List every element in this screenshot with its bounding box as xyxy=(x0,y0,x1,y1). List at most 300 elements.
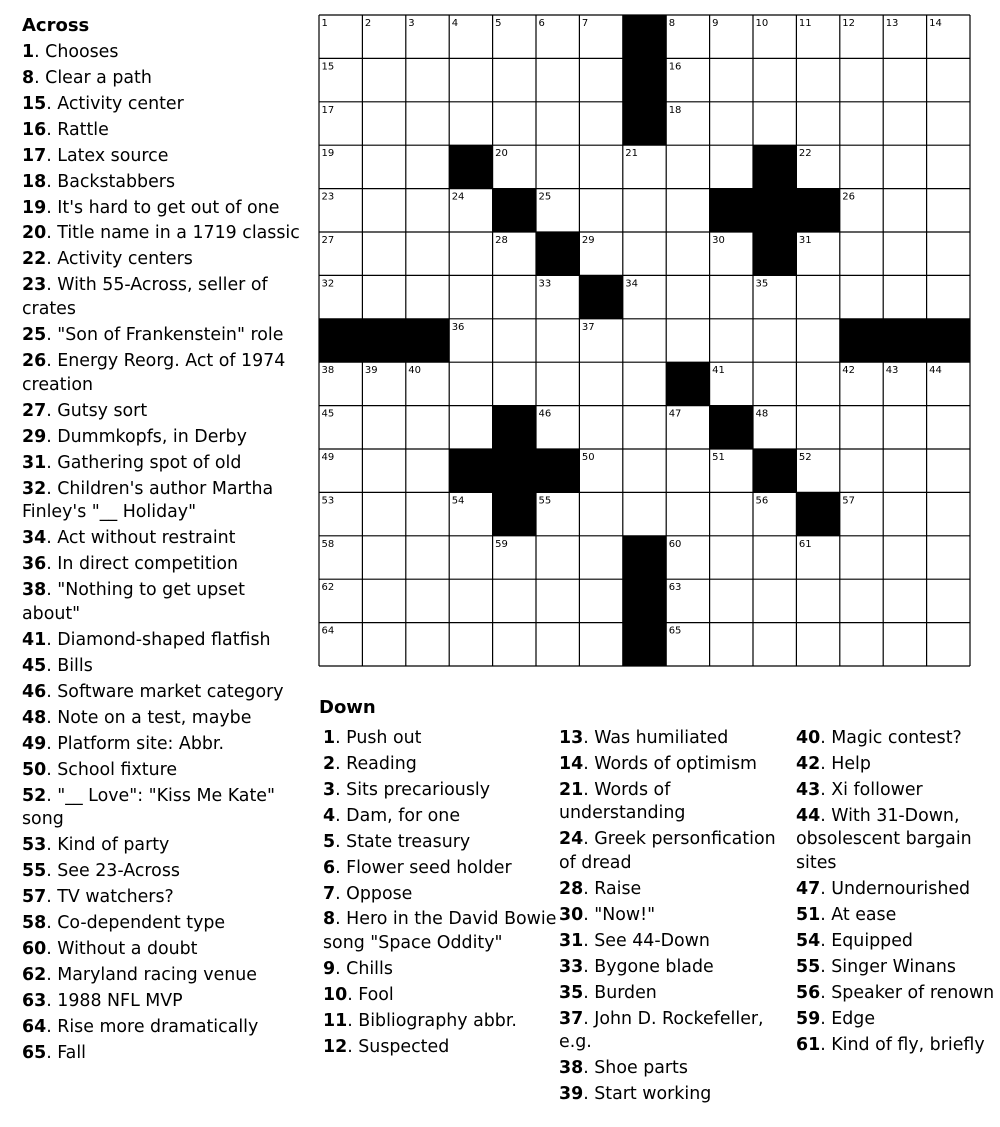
grid-cell[interactable] xyxy=(883,449,926,492)
cell-number: 38 xyxy=(321,365,335,377)
black-square xyxy=(493,189,536,232)
cell-number: 46 xyxy=(538,408,552,420)
grid-cell[interactable] xyxy=(449,102,492,145)
clue-30[interactable]: 30. "Now!" xyxy=(559,904,656,925)
grid-cell[interactable] xyxy=(840,58,883,101)
grid-cell[interactable] xyxy=(449,232,492,275)
clue-text: Start working xyxy=(594,1084,712,1105)
cell-number: 16 xyxy=(668,61,682,73)
clue-8[interactable]: 8. Hero in the David Bowie song "Space Oddity" xyxy=(323,909,557,954)
grid-cell[interactable] xyxy=(796,58,839,101)
clue-number: 34 xyxy=(22,528,47,549)
grid-cell[interactable] xyxy=(362,623,405,666)
clue-34[interactable]: 34. Act without restraint xyxy=(22,528,236,549)
grid-cell[interactable] xyxy=(579,58,622,101)
clue-54[interactable]: 54. Equipped xyxy=(796,930,913,951)
clue-10[interactable]: 10. Fool xyxy=(323,985,394,1006)
clue-text: TV watchers? xyxy=(57,887,174,908)
clue-35[interactable]: 35. Burden xyxy=(559,982,657,1003)
clue-number: 51 xyxy=(796,904,821,925)
grid-cell[interactable] xyxy=(493,623,536,666)
cell-number: 11 xyxy=(798,18,812,29)
clue-number: 8 xyxy=(323,909,336,930)
grid-cell[interactable] xyxy=(406,189,449,232)
grid-cell[interactable] xyxy=(666,492,709,535)
clue-17[interactable]: 17. Latex source xyxy=(22,145,169,166)
grid-cell[interactable] xyxy=(753,579,796,622)
cell-number: 33 xyxy=(538,278,552,290)
grid-cell[interactable] xyxy=(840,406,883,449)
grid-cell[interactable] xyxy=(493,58,536,101)
cell-number: 19 xyxy=(321,148,335,160)
cell-number: 12 xyxy=(842,18,856,29)
clue-50[interactable]: 50. School fixture xyxy=(22,759,178,780)
clue-number: 30 xyxy=(559,904,584,925)
grid-cell[interactable] xyxy=(883,536,926,579)
cell-number: 15 xyxy=(321,61,335,73)
clue-8[interactable]: 8. Clear a path xyxy=(22,67,152,88)
black-square xyxy=(883,319,926,362)
clue-9[interactable]: 9. Chills xyxy=(323,959,393,980)
grid-cell[interactable] xyxy=(710,58,753,101)
grid-cell[interactable] xyxy=(579,102,622,145)
clue-31[interactable]: 31. Gathering spot of old xyxy=(22,452,242,473)
clue-57[interactable]: 57. TV watchers? xyxy=(22,887,174,908)
clue-number: 58 xyxy=(22,913,47,934)
clue-text: Energy Reorg. Act of 1974 creation xyxy=(22,351,286,395)
clue-62[interactable]: 62. Maryland racing venue xyxy=(22,965,257,986)
black-square xyxy=(840,319,883,362)
clue-text: Bills xyxy=(57,655,93,676)
cell-number: 25 xyxy=(538,191,552,203)
clue-5[interactable]: 5. State treasury xyxy=(323,831,471,852)
grid-cell[interactable] xyxy=(710,579,753,622)
grid-cell[interactable] xyxy=(927,492,970,535)
down-column-1 xyxy=(323,727,559,1062)
clue-38[interactable]: 38. Shoe parts xyxy=(559,1058,688,1079)
grid-cell[interactable] xyxy=(840,102,883,145)
clue-number: 36 xyxy=(22,554,47,575)
black-square xyxy=(927,319,970,362)
clue-text: Words of optimism xyxy=(594,753,757,774)
grid-cell[interactable] xyxy=(927,232,970,275)
clue-39[interactable]: 39. Start working xyxy=(559,1084,712,1105)
black-square xyxy=(710,406,753,449)
grid-cell[interactable] xyxy=(840,275,883,318)
grid-cell[interactable] xyxy=(536,58,579,101)
grid-cell[interactable] xyxy=(927,449,970,492)
clue-number: 4 xyxy=(323,805,336,826)
clue-27[interactable]: 27. Gutsy sort xyxy=(22,400,148,421)
clue-number: 15 xyxy=(22,93,47,114)
clue-number: 20 xyxy=(22,223,47,244)
clue-64[interactable]: 64. Rise more dramatically xyxy=(22,1017,259,1038)
grid-cell[interactable] xyxy=(840,623,883,666)
clue-number: 17 xyxy=(22,145,47,166)
grid-cell[interactable] xyxy=(753,362,796,405)
grid-cell[interactable] xyxy=(362,102,405,145)
cell-number: 32 xyxy=(321,278,335,290)
cell-number: 37 xyxy=(581,321,595,333)
grid-cell[interactable] xyxy=(666,232,709,275)
clue-number: 54 xyxy=(796,930,821,951)
clue-text: Activity center xyxy=(57,93,184,114)
cell-number: 9 xyxy=(712,18,719,29)
clue-48[interactable]: 48. Note on a test, maybe xyxy=(22,707,252,728)
clue-number: 47 xyxy=(796,878,821,899)
clue-55[interactable]: 55. Singer Winans xyxy=(796,956,956,977)
clue-text: 1988 NFL MVP xyxy=(57,991,183,1012)
grid-cell[interactable] xyxy=(493,362,536,405)
grid-cell[interactable] xyxy=(579,189,622,232)
clue-43[interactable]: 43. Xi follower xyxy=(796,779,923,800)
cell-number: 60 xyxy=(668,538,682,550)
grid-cell[interactable] xyxy=(406,275,449,318)
cell-number: 50 xyxy=(581,452,595,463)
clue-11[interactable]: 11. Bibliography abbr. xyxy=(323,1011,517,1032)
clue-text: Raise xyxy=(594,878,642,899)
clue-number: 53 xyxy=(22,835,47,856)
grid-cell[interactable] xyxy=(406,449,449,492)
clue-60[interactable]: 60. Without a doubt xyxy=(22,939,198,960)
clue-12[interactable]: 12. Suspected xyxy=(323,1037,450,1058)
grid-cell[interactable] xyxy=(927,189,970,232)
grid-cell[interactable] xyxy=(623,189,666,232)
clue-53[interactable]: 53. Kind of party xyxy=(22,835,170,856)
grid-cell[interactable] xyxy=(623,319,666,362)
grid-cell[interactable] xyxy=(927,623,970,666)
grid-cell[interactable] xyxy=(666,319,709,362)
cell-number: 42 xyxy=(842,365,856,377)
clue-number: 6 xyxy=(323,857,336,878)
cell-number: 2 xyxy=(364,18,372,29)
clue-65[interactable]: 65. Fall xyxy=(22,1043,86,1064)
clue-31[interactable]: 31. See 44-Down xyxy=(559,930,710,951)
grid-cell[interactable] xyxy=(536,145,579,188)
clue-42[interactable]: 42. Help xyxy=(796,753,871,774)
grid-cell[interactable] xyxy=(840,449,883,492)
black-square xyxy=(623,536,666,579)
clue-text: State treasury xyxy=(346,831,471,852)
grid-cell[interactable] xyxy=(796,275,839,318)
grid-cell[interactable] xyxy=(753,58,796,101)
clue-13[interactable]: 13. Was humiliated xyxy=(559,727,729,748)
grid-cell[interactable] xyxy=(927,406,970,449)
grid-cell[interactable] xyxy=(536,579,579,622)
cell-number: 49 xyxy=(321,452,335,463)
across-clue-list xyxy=(22,41,304,1066)
grid-cell[interactable] xyxy=(883,623,926,666)
grid-cell[interactable] xyxy=(623,362,666,405)
cell-number: 63 xyxy=(668,582,682,594)
clue-6[interactable]: 6. Flower seed holder xyxy=(323,857,512,878)
black-square xyxy=(536,232,579,275)
clue-1[interactable]: 1. Push out xyxy=(323,727,422,748)
clue-number: 65 xyxy=(22,1043,47,1064)
grid-cell[interactable] xyxy=(362,58,405,101)
clue-14[interactable]: 14. Words of optimism xyxy=(559,753,757,774)
grid-cell[interactable] xyxy=(666,449,709,492)
grid-cell[interactable] xyxy=(927,579,970,622)
clue-text: Without a doubt xyxy=(57,939,198,960)
clue-16[interactable]: 16. Rattle xyxy=(22,119,109,140)
grid-cell[interactable] xyxy=(883,406,926,449)
grid-cell[interactable] xyxy=(406,579,449,622)
grid-cell[interactable] xyxy=(406,536,449,579)
clue-40[interactable]: 40. Magic contest? xyxy=(796,727,962,748)
grid-cell[interactable] xyxy=(579,536,622,579)
cell-number: 6 xyxy=(538,18,545,29)
grid-cell[interactable] xyxy=(362,189,405,232)
grid-cell[interactable] xyxy=(666,189,709,232)
clue-number: 44 xyxy=(796,805,821,826)
grid-cell[interactable] xyxy=(362,275,405,318)
grid-cell[interactable] xyxy=(579,579,622,622)
clue-25[interactable]: 25. "Son of Frankenstein" role xyxy=(22,325,284,346)
clue-text: Magic contest? xyxy=(831,727,962,748)
clue-41[interactable]: 41. Diamond-shaped flatfish xyxy=(22,629,271,650)
clue-number: 55 xyxy=(22,861,47,882)
grid-cell[interactable] xyxy=(579,362,622,405)
grid-cell[interactable] xyxy=(406,623,449,666)
grid-cell[interactable] xyxy=(362,406,405,449)
cell-number: 55 xyxy=(538,495,552,507)
clue-text: Words of understanding xyxy=(559,779,686,824)
clue-51[interactable]: 51. At ease xyxy=(796,904,897,925)
grid-cell[interactable] xyxy=(449,623,492,666)
grid-cell[interactable] xyxy=(840,536,883,579)
grid-cell[interactable] xyxy=(710,623,753,666)
grid-cell[interactable] xyxy=(362,492,405,535)
grid-cell[interactable] xyxy=(579,623,622,666)
clue-number: 3 xyxy=(323,779,336,800)
grid-cell[interactable] xyxy=(579,492,622,535)
clue-4[interactable]: 4. Dam, for one xyxy=(323,805,461,826)
clue-number: 12 xyxy=(323,1037,348,1058)
clue-38[interactable]: 38. "Nothing to get upset about" xyxy=(22,580,245,624)
grid-cell[interactable] xyxy=(493,319,536,362)
clue-number: 16 xyxy=(22,119,47,140)
clue-55[interactable]: 55. See 23-Across xyxy=(22,861,180,882)
grid-cell[interactable] xyxy=(449,536,492,579)
clue-text: Hero in the David Bowie song "Space Oddity" xyxy=(323,909,557,954)
grid-cell[interactable] xyxy=(579,145,622,188)
grid-cell[interactable] xyxy=(406,232,449,275)
clue-15[interactable]: 15. Activity center xyxy=(22,93,184,114)
clue-28[interactable]: 28. Raise xyxy=(559,878,642,899)
grid-cell[interactable] xyxy=(710,275,753,318)
clue-text: Push out xyxy=(346,727,422,748)
clue-47[interactable]: 47. Undernourished xyxy=(796,878,971,899)
clue-text: Kind of fly, briefly xyxy=(831,1034,985,1055)
grid-cell[interactable] xyxy=(362,232,405,275)
clue-text: Diamond-shaped flatfish xyxy=(57,629,271,650)
cell-number: 3 xyxy=(408,18,415,29)
grid-cell[interactable] xyxy=(623,492,666,535)
grid-cell[interactable] xyxy=(927,102,970,145)
black-square xyxy=(753,449,796,492)
clue-24[interactable]: 24. Greek personfication of dread xyxy=(559,829,776,873)
black-square xyxy=(493,406,536,449)
clue-3[interactable]: 3. Sits precariously xyxy=(323,779,491,800)
grid-cell[interactable] xyxy=(883,232,926,275)
grid-cell[interactable] xyxy=(883,145,926,188)
clue-2[interactable]: 2. Reading xyxy=(323,753,417,774)
grid-cell[interactable] xyxy=(927,275,970,318)
grid-cell[interactable] xyxy=(840,579,883,622)
grid-cell[interactable] xyxy=(406,145,449,188)
grid-cell[interactable] xyxy=(493,275,536,318)
clue-text: Bibliography abbr. xyxy=(358,1011,517,1032)
clue-20[interactable]: 20. Title name in a 1719 classic xyxy=(22,223,300,244)
clue-19[interactable]: 19. It's hard to get out of one xyxy=(22,197,280,218)
cell-number: 1 xyxy=(321,18,328,29)
grid-cell[interactable] xyxy=(883,58,926,101)
clue-44[interactable]: 44. With 31-Down, obsolescent bargain sites xyxy=(796,805,972,873)
grid-cell[interactable] xyxy=(753,623,796,666)
grid-cell[interactable] xyxy=(449,362,492,405)
grid-cell[interactable] xyxy=(362,579,405,622)
cell-number: 48 xyxy=(755,408,769,420)
clue-number: 43 xyxy=(796,779,821,800)
cell-number: 30 xyxy=(712,235,725,246)
clue-text: It's hard to get out of one xyxy=(57,197,280,218)
crossword-grid-svg[interactable] xyxy=(318,14,971,667)
cell-number: 28 xyxy=(495,235,508,246)
grid-cell[interactable] xyxy=(666,145,709,188)
clue-text: John D. Rockefeller, e.g. xyxy=(559,1008,764,1053)
grid-cell[interactable] xyxy=(710,536,753,579)
clue-33[interactable]: 33. Bygone blade xyxy=(559,956,714,977)
down-column-2 xyxy=(559,727,791,1110)
clue-number: 35 xyxy=(559,982,584,1003)
grid-cell[interactable] xyxy=(623,232,666,275)
clue-text: Software market category xyxy=(57,681,284,702)
clue-text: Chills xyxy=(346,959,393,980)
clue-7[interactable]: 7. Oppose xyxy=(323,883,413,904)
grid-cell[interactable] xyxy=(883,492,926,535)
grid-cell[interactable] xyxy=(536,362,579,405)
grid-cell[interactable] xyxy=(883,189,926,232)
clue-23[interactable]: 23. With 55-Across, seller of crates xyxy=(22,275,268,320)
grid-cell[interactable] xyxy=(449,275,492,318)
clue-text: Rattle xyxy=(57,119,109,140)
cell-number: 26 xyxy=(842,191,856,203)
clue-56[interactable]: 56. Speaker of renown xyxy=(796,982,995,1003)
clue-61[interactable]: 61. Kind of fly, briefly xyxy=(796,1034,985,1055)
clue-63[interactable]: 63. 1988 NFL MVP xyxy=(22,991,183,1012)
grid-cell[interactable] xyxy=(927,58,970,101)
clue-number: 23 xyxy=(22,275,47,296)
grid-cell[interactable] xyxy=(449,58,492,101)
grid-cell[interactable] xyxy=(406,492,449,535)
grid-cell[interactable] xyxy=(796,406,839,449)
black-square xyxy=(579,275,622,318)
grid-cell[interactable] xyxy=(406,406,449,449)
cell-number: 17 xyxy=(321,104,335,116)
grid-cell[interactable] xyxy=(796,319,839,362)
clue-45[interactable]: 45. Bills xyxy=(22,655,93,676)
grid-cell[interactable] xyxy=(536,536,579,579)
cell-number: 62 xyxy=(321,582,335,594)
black-square xyxy=(449,145,492,188)
clue-59[interactable]: 59. Edge xyxy=(796,1008,876,1029)
grid-cell[interactable] xyxy=(883,579,926,622)
grid-cell[interactable] xyxy=(362,145,405,188)
grid-cell[interactable] xyxy=(710,492,753,535)
clue-26[interactable]: 26. Energy Reorg. Act of 1974 creation xyxy=(22,351,286,395)
clue-text: In direct competition xyxy=(57,554,239,575)
clue-58[interactable]: 58. Co-dependent type xyxy=(22,913,226,934)
grid-cell[interactable] xyxy=(753,102,796,145)
grid-cell[interactable] xyxy=(493,579,536,622)
clue-46[interactable]: 46. Software market category xyxy=(22,681,284,702)
clue-text: See 23-Across xyxy=(57,861,180,882)
clue-number: 59 xyxy=(796,1008,821,1029)
clue-32[interactable]: 32. Children's author Martha Finley's "__ Holiday" xyxy=(22,478,274,523)
grid-cell[interactable] xyxy=(623,406,666,449)
grid-cell[interactable] xyxy=(753,319,796,362)
grid-cell[interactable] xyxy=(883,102,926,145)
grid-cell[interactable] xyxy=(406,102,449,145)
clue-49[interactable]: 49. Platform site: Abbr. xyxy=(22,733,224,754)
grid-cell[interactable] xyxy=(710,102,753,145)
grid-cell[interactable] xyxy=(796,623,839,666)
grid-cell[interactable] xyxy=(362,536,405,579)
grid-cell[interactable] xyxy=(796,579,839,622)
grid-cell[interactable] xyxy=(579,406,622,449)
grid-cell[interactable] xyxy=(796,102,839,145)
grid-cell[interactable] xyxy=(536,319,579,362)
grid-cell[interactable] xyxy=(536,102,579,145)
grid-cell[interactable] xyxy=(840,232,883,275)
grid-cell[interactable] xyxy=(449,579,492,622)
grid-cell[interactable] xyxy=(406,58,449,101)
clue-18[interactable]: 18. Backstabbers xyxy=(22,171,176,192)
grid-cell[interactable] xyxy=(449,406,492,449)
grid-cell[interactable] xyxy=(362,449,405,492)
grid-cell[interactable] xyxy=(623,449,666,492)
clue-22[interactable]: 22. Activity centers xyxy=(22,249,193,270)
crossword-grid[interactable] xyxy=(318,14,971,667)
cell-number: 23 xyxy=(321,191,335,203)
grid-cell[interactable] xyxy=(753,536,796,579)
clue-37[interactable]: 37. John D. Rockefeller, e.g. xyxy=(559,1008,764,1053)
grid-cell[interactable] xyxy=(710,319,753,362)
clue-36[interactable]: 36. In direct competition xyxy=(22,554,239,575)
clue-number: 7 xyxy=(323,883,336,904)
grid-cell[interactable] xyxy=(796,362,839,405)
clue-text: Activity centers xyxy=(57,249,193,270)
grid-cell[interactable] xyxy=(883,275,926,318)
down-heading: Down xyxy=(319,697,376,718)
clue-52[interactable]: 52. "__ Love": "Kiss Me Kate" song xyxy=(22,785,275,830)
black-square xyxy=(666,362,709,405)
cell-number: 61 xyxy=(798,538,812,550)
clue-1[interactable]: 1. Chooses xyxy=(22,41,119,62)
clue-29[interactable]: 29. Dummkopfs, in Derby xyxy=(22,426,247,447)
clue-text: Backstabbers xyxy=(57,171,176,192)
grid-cell[interactable] xyxy=(927,536,970,579)
clue-number: 64 xyxy=(22,1017,47,1038)
grid-cell[interactable] xyxy=(666,275,709,318)
grid-cell[interactable] xyxy=(536,623,579,666)
clue-21[interactable]: 21. Words of understanding xyxy=(559,779,686,824)
grid-cell[interactable] xyxy=(710,145,753,188)
grid-cell[interactable] xyxy=(927,145,970,188)
grid-cell[interactable] xyxy=(493,102,536,145)
grid-cell[interactable] xyxy=(840,145,883,188)
